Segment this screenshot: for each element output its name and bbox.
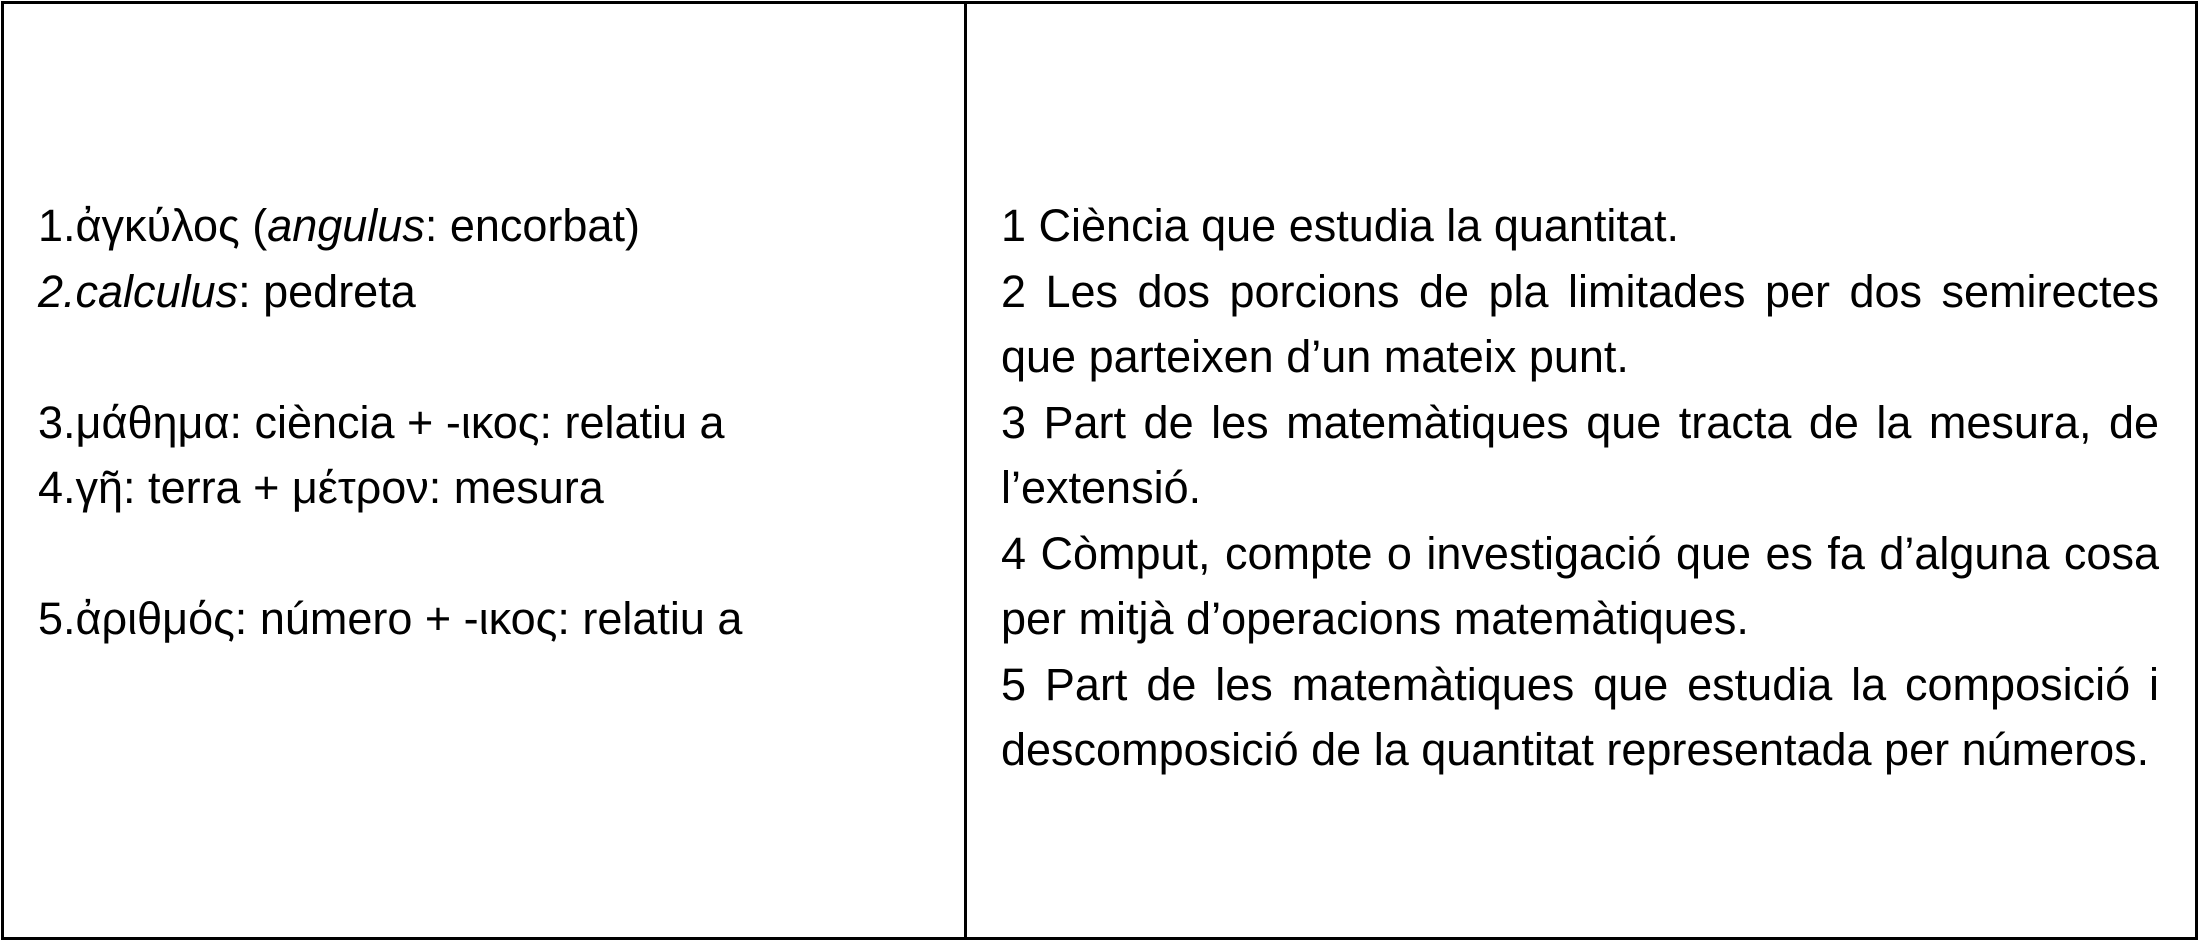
definition-1: 1 Ciència que estudia la quantitat.	[1001, 200, 1679, 251]
definition-3: 3 Part de les matemàtiques que tracta de la mesura, de l’extensió.	[1001, 396, 2159, 513]
spacer	[38, 324, 742, 390]
definitions-list	[1001, 193, 2159, 783]
spacer	[38, 521, 742, 587]
etymology-column	[4, 4, 967, 937]
definition-5: 5 Part de les matemàtiques que estudia la composició i descomposició de la quantitat representada per números.	[1001, 658, 2159, 775]
definitions-column	[967, 4, 2195, 937]
etymology-item-2: 2.calculus: pedreta	[38, 265, 416, 317]
etymology-list	[38, 193, 742, 652]
definition-2: 2 Les dos porcions de pla limitades per dos semirectes que parteixen d’un mateix punt.	[1001, 265, 2159, 382]
etymology-item-5: 5.ἀριθμός: número + -ικος: relatiu a	[38, 593, 743, 644]
definition-4: 4 Còmput, compte o investigació que es fa d’alguna cosa per mitjà d’operacions matemàtiques.	[1001, 527, 2159, 644]
two-column-table	[1, 1, 2198, 940]
etymology-item-3: 3.μάθημα: ciència + -ικος: relatiu a	[38, 396, 725, 448]
etymology-item-1: 1.ἀγκύλος (angulus: encorbat)	[38, 200, 640, 251]
etymology-item-4: 4.γῆ: terra + μέτρον: mesura	[38, 462, 604, 513]
